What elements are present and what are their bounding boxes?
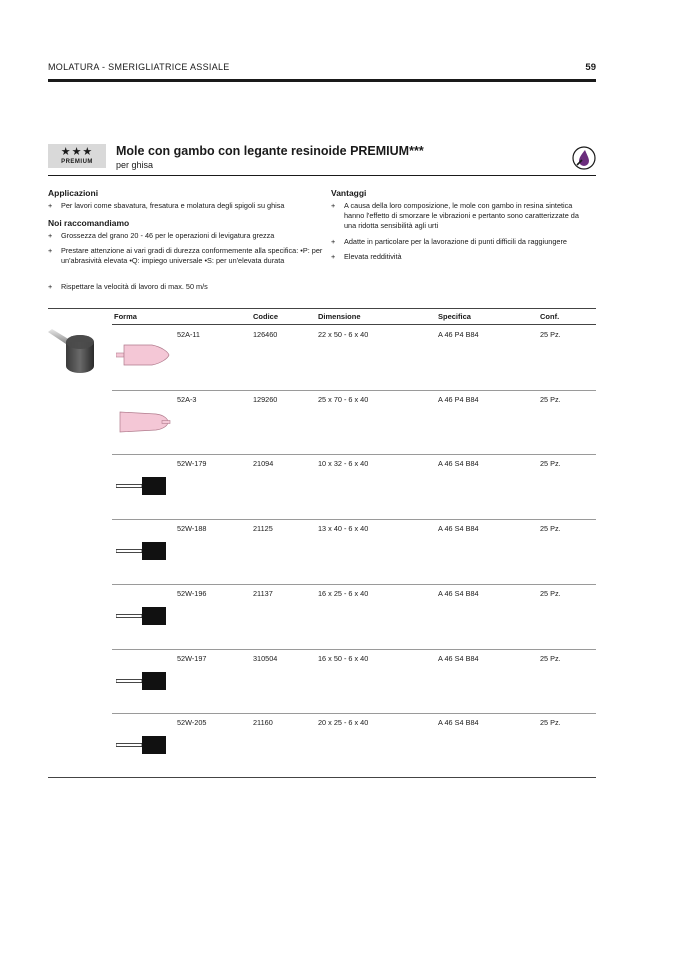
cell-forma: 52W-188 (177, 524, 207, 534)
list-item: + Prestare attenzione ai vari gradi di durezza conformemente alla specifica: •P: per un'abrasività elevata •Q: impiego universale •S: per un'elevata durata (48, 246, 323, 265)
cell-codice: 126460 (253, 330, 278, 339)
plus-icon: + (48, 246, 53, 255)
col-header-dimensione: Dimensione (318, 312, 361, 321)
star-icons: ★★★ (60, 146, 94, 158)
black-cylinder-drawing (116, 541, 168, 566)
cell-codice: 21160 (253, 718, 273, 728)
list-item: + Rispettare la velocità di lavoro di max. 50 m/s (48, 282, 208, 291)
drop-brand-icon (572, 146, 596, 170)
cell-conf: 25 Pz. (540, 588, 561, 598)
raccomandiamo-heading: Noi raccomandiamo (48, 218, 130, 228)
cell-forma: 52W-197 (177, 653, 207, 663)
plus-icon: + (48, 231, 53, 240)
pink-cone-drawing (116, 343, 172, 372)
pink-tapered-drawing (116, 410, 172, 439)
cell-dimensione: 16 x 50 - 6 x 40 (318, 653, 369, 663)
row-separator (112, 390, 596, 391)
header-rule (48, 79, 596, 82)
list-item: + Elevata redditività (331, 252, 402, 261)
cell-dimensione: 20 x 25 - 6 x 40 (318, 718, 369, 728)
black-cylinder-drawing (116, 735, 168, 760)
applicazioni-heading: Applicazioni (48, 188, 99, 198)
col-header-conf: Conf. (540, 312, 560, 321)
product-photo (46, 326, 110, 374)
cell-forma: 52W-179 (177, 459, 207, 469)
section-title: MOLATURA - SMERIGLIATRICE ASSIALE (48, 62, 230, 72)
cell-forma: 52A-3 (177, 394, 197, 404)
cell-specifica: A 46 S4 B84 (438, 524, 479, 534)
cell-codice: 21125 (253, 524, 273, 534)
black-cylinder-drawing (116, 606, 168, 631)
cell-dimensione: 25 x 70 - 6 x 40 (318, 394, 369, 404)
row-separator (112, 519, 596, 520)
cell-specifica: A 46 S4 B84 (438, 459, 479, 469)
table-header-rule (112, 324, 596, 325)
cell-dimensione: 13 x 40 - 6 x 40 (318, 524, 369, 534)
plus-icon: + (331, 252, 336, 261)
cell-specifica: A 46 S4 B84 (438, 588, 479, 598)
cell-specifica: A 46 S4 B84 (438, 718, 479, 728)
col-header-codice: Codice (253, 312, 279, 321)
cell-forma: 52A-11 (177, 330, 200, 339)
cell-forma: 52W-205 (177, 718, 207, 728)
plus-icon: + (331, 201, 336, 210)
vantaggi-heading: Vantaggi (331, 188, 367, 198)
table-bottom-rule (48, 777, 596, 778)
cell-forma: 52W-196 (177, 588, 207, 598)
title-rule (48, 175, 596, 176)
cell-conf: 25 Pz. (540, 459, 561, 469)
cell-specifica: A 46 S4 B84 (438, 653, 479, 663)
product-title: Mole con gambo con legante resinoide PREMIUM*** (116, 144, 424, 158)
cell-conf: 25 Pz. (540, 330, 561, 339)
premium-badge (48, 144, 106, 168)
col-header-specifica: Specifica (438, 312, 471, 321)
list-item: + A causa della loro composizione, le mole con gambo in resina sintetica hanno l'effetto di smorzare le vibrazioni e pertanto sono caratterizzate da una ridotta sensibilità agli urti (331, 201, 579, 230)
cell-codice: 310504 (253, 653, 278, 663)
cell-conf: 25 Pz. (540, 394, 561, 404)
black-cylinder-drawing (116, 671, 168, 696)
cell-conf: 25 Pz. (540, 653, 561, 663)
cell-conf: 25 Pz. (540, 718, 561, 728)
cell-codice: 21137 (253, 588, 273, 598)
row-separator (112, 584, 596, 585)
cell-dimensione: 22 x 50 - 6 x 40 (318, 330, 369, 339)
cell-specifica: A 46 P4 B84 (438, 330, 479, 339)
list-item: + Per lavori come sbavatura, fresatura e molatura degli spigoli su ghisa (48, 201, 285, 210)
col-header-forma: Forma (114, 312, 137, 321)
cell-specifica: A 46 P4 B84 (438, 394, 479, 404)
black-cylinder-drawing (116, 476, 168, 501)
list-item: + Grossezza del grano 20 - 46 per le operazioni di levigatura grezza (48, 231, 275, 240)
plus-icon: + (48, 282, 53, 291)
plus-icon: + (331, 237, 336, 246)
table-top-rule (48, 308, 596, 309)
cell-conf: 25 Pz. (540, 524, 561, 534)
row-separator (112, 649, 596, 650)
cell-codice: 129260 (253, 394, 278, 404)
badge-label: PREMIUM (61, 159, 93, 165)
plus-icon: + (48, 201, 53, 210)
product-subtitle: per ghisa (116, 160, 154, 170)
row-separator (112, 454, 596, 455)
page-number: 59 (585, 62, 596, 73)
list-item: + Adatte in particolare per la lavorazione di punti difficili da raggiungere (331, 237, 567, 246)
cell-dimensione: 10 x 32 - 6 x 40 (318, 459, 369, 469)
row-separator (112, 713, 596, 714)
cell-codice: 21094 (253, 459, 274, 469)
cell-dimensione: 16 x 25 - 6 x 40 (318, 588, 369, 598)
